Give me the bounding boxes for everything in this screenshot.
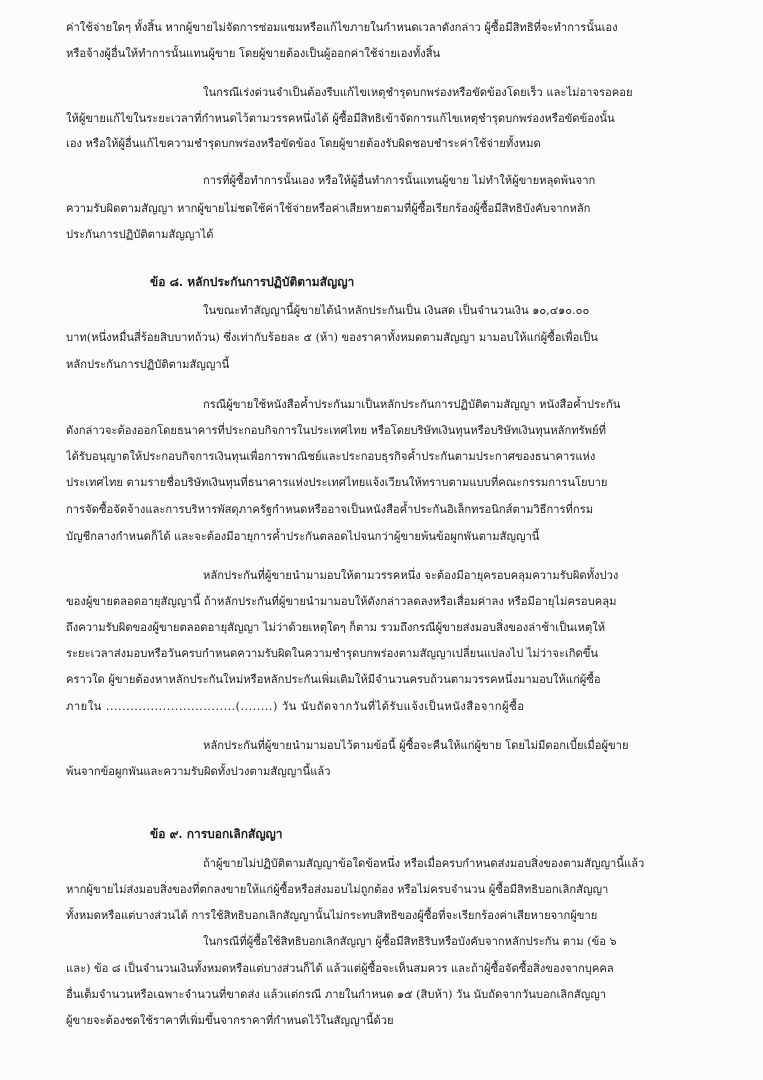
text-line: บาท(หนึ่งหมื่นสี่ร้อยสิบบาทถ้วน) ซึ่งเท่ากับร้อยละ ๕ (ห้า) ของราคาทั้งหมดตามสัญญา มามอบให้แก่ผู้ซื้อเพื่อเป็น (66, 331, 598, 344)
text-line: ดังกล่าวจะต้องออกโดยธนาคารที่ประกอบกิจการในประเทศไทย หรือโดยบริษัทเงินทุนหรือบริษัทเงินทุนหลักทรัพย์ที่ (66, 424, 606, 437)
text-line: ทั้งหมดหรือแต่บางส่วนได้ การใช้สิทธิบอกเลิกสัญญานั้นไม่กระทบสิทธิของผู้ซื้อที่จะเรียกร้องค่าเสียหายจากผู้ขาย (66, 909, 598, 922)
text-line: ภายใน ................................(........) วัน นับถัดจากวันที่ได้รับแจ้งเป็นหนังสือจากผู้ซื้อ (66, 700, 525, 713)
text-line: และ) ข้อ ๘ เป็นจำนวนเงินทั้งหมดหรือแต่บางส่วนก็ได้ แล้วแต่ผู้ซื้อจะเห็นสมควร และถ้าผู้ซื้อจัดซื้อสิ่งของจากบุคคล (66, 962, 614, 975)
text-line: ในขณะทำสัญญานี้ผู้ขายได้นำหลักประกันเป็น เงินสด เป็นจำนวนเงิน ๑๐,๔๑๐.๐๐ (203, 304, 590, 317)
text-line: เอง หรือให้ผู้อื่นแก้ไขความชำรุดบกพร่องหรือขัดข้อง โดยผู้ขายต้องรับผิดชอบชำระค่าใช้จ่ายทั้งหมด (66, 137, 541, 150)
text-line: ถึงความรับผิดของผู้ขายตลอดอายุสัญญา ไม่ว่าด้วยเหตุใดๆ ก็ตาม รวมถึงกรณีผู้ขายส่งมอบสิ่งของล่าช้าเป็นเหตุให้ (66, 621, 606, 634)
text-line: ระยะเวลาส่งมอบหรือวันครบกำหนดความรับผิดในความชำรุดบกพร่องตามสัญญาเปลี่ยนแปลงไป ไม่ว่าจะเกิดขึ้น (66, 647, 599, 660)
text-line: การที่ผู้ซื้อทำการนั้นเอง หรือให้ผู้อื่นทำการนั้นแทนผู้ขาย ไม่ทำให้ผู้ขายหลุดพ้นจาก (203, 174, 596, 187)
text-line: พ้นจากข้อผูกพันและความรับผิดทั้งปวงตามสัญญานี้แล้ว (66, 765, 331, 778)
text-line: ประกันการปฏิบัติตามสัญญาได้ (66, 228, 214, 241)
text-line: ผู้ขายจะต้องชดใช้ราคาที่เพิ่มขึ้นจากราคาที่กำหนดไว้ในสัญญานี้ด้วย (66, 1014, 394, 1027)
text-line: ได้รับอนุญาตให้ประกอบกิจการเงินทุนเพื่อการพาณิชย์และประกอบธุรกิจค้ำประกันตามประกาศของธนาคารแห่ง (66, 450, 596, 463)
text-line: หลักประกันการปฏิบัติตามสัญญานี้ (66, 358, 230, 371)
text-line: ในกรณีที่ผู้ซื้อใช้สิทธิบอกเลิกสัญญา ผู้ซื้อมีสิทธิริบหรือบังคับจากหลักประกัน ตาม (ข้อ ๖ (203, 935, 617, 948)
text-line: ให้ผู้ขายแก้ไขในระยะเวลาที่กำหนดไว้ตามวรรคหนึ่งได้ ผู้ซื้อมีสิทธิเข้าจัดการแก้ไขเหตุชำรุดบกพร่องหรือขัดข้องนั้น (66, 112, 615, 125)
text-line: หรือจ้างผู้อื่นให้ทำการนั้นแทนผู้ขาย โดยผู้ขายต้องเป็นผู้ออกค่าใช้จ่ายเองทั้งสิ้น (66, 47, 441, 60)
section-9-heading: ข้อ ๙. การบอกเลิกสัญญา (150, 827, 283, 841)
text-line: ประเทศไทย ตามรายชื่อบริษัทเงินทุนที่ธนาคารแห่งประเทศไทยแจ้งเวียนให้ทราบตามแบบที่คณะกรรมการนโยบาย (66, 476, 608, 489)
text-line: บัญชีกลางกำหนดก็ได้ และจะต้องมีอายุการค้ำประกันตลอดไปจนกว่าผู้ขายพ้นข้อผูกพันตามสัญญานี้ (66, 530, 540, 543)
text-line: คราวใด ผู้ขายต้องหาหลักประกันใหม่หรือหลักประกันเพิ่มเติมให้มีจำนวนครบถ้วนตามวรรคหนึ่งมามอบให้แก่ผู้ซื้อ (66, 673, 601, 686)
text-line: ในกรณีเร่งด่วนจำเป็นต้องรีบแก้ไขเหตุชำรุดบกพร่องหรือขัดข้องโดยเร็ว และไม่อาจรอคอย (203, 86, 633, 99)
text-line: หลักประกันที่ผู้ขายนำมามอบให้ตามวรรคหนึ่ง จะต้องมีอายุครอบคลุมความรับผิดทั้งปวง (203, 569, 619, 582)
text-line: ของผู้ขายตลอดอายุสัญญานี้ ถ้าหลักประกันที่ผู้ขายนำมามอบให้ดังกล่าวลดลงหรือเสื่อมค่าลง หรือมีอายุไม่ครอบคลุม (66, 595, 617, 608)
text-line: อื่นเต็มจำนวนหรือเฉพาะจำนวนที่ขาดส่ง แล้วแต่กรณี ภายในกำหนด ๑๕ (สิบห้า) วัน นับถัดจากวันบอกเลิกสัญญา (66, 988, 607, 1001)
text-line: กรณีผู้ขายใช้หนังสือค้ำประกันมาเป็นหลักประกันการปฏิบัติตามสัญญา หนังสือค้ำประกัน (203, 398, 621, 411)
text-line: หากผู้ขายไม่ส่งมอบสิ่งของที่ตกลงขายให้แก่ผู้ซื้อหรือส่งมอบไม่ถูกต้อง หรือไม่ครบจำนวน ผู้ซื้อมีสิทธิบอกเลิกสัญญา (66, 883, 609, 896)
text-line: การจัดซื้อจัดจ้างและการบริหารพัสดุภาครัฐกำหนดหรืออาจเป็นหนังสือค้ำประกันอิเล็กทรอนิกส์ตามวิธีการที่กรม (66, 503, 594, 516)
text-line: ความรับผิดตามสัญญา หากผู้ขายไม่ชดใช้ค่าใช้จ่ายหรือค่าเสียหายตามที่ผู้ซื้อเรียกร้องผู้ซื้อมีสิทธิบังคับจากหลัก (66, 202, 591, 215)
text-line: หลักประกันที่ผู้ขายนำมามอบไว้ตามข้อนี้ ผู้ซื้อจะคืนให้แก่ผู้ขาย โดยไม่มีดอกเบี้ยเมื่อผู้ขาย (203, 739, 629, 752)
section-8-heading: ข้อ ๘. หลักประกันการปฏิบัติตามสัญญา (150, 275, 355, 289)
text-line: ถ้าผู้ขายไม่ปฏิบัติตามสัญญาข้อใดข้อหนึ่ง หรือเมื่อครบกำหนดส่งมอบสิ่งของตามสัญญานี้แล้ว (203, 857, 645, 870)
text-line: ค่าใช้จ่ายใดๆ ทั้งสิ้น หากผู้ขายไม่จัดการซ่อมแซมหรือแก้ไขภายในกำหนดเวลาดังกล่าว ผู้ซื้อมีสิทธิที่จะทำการนั้นเอง (66, 21, 618, 34)
